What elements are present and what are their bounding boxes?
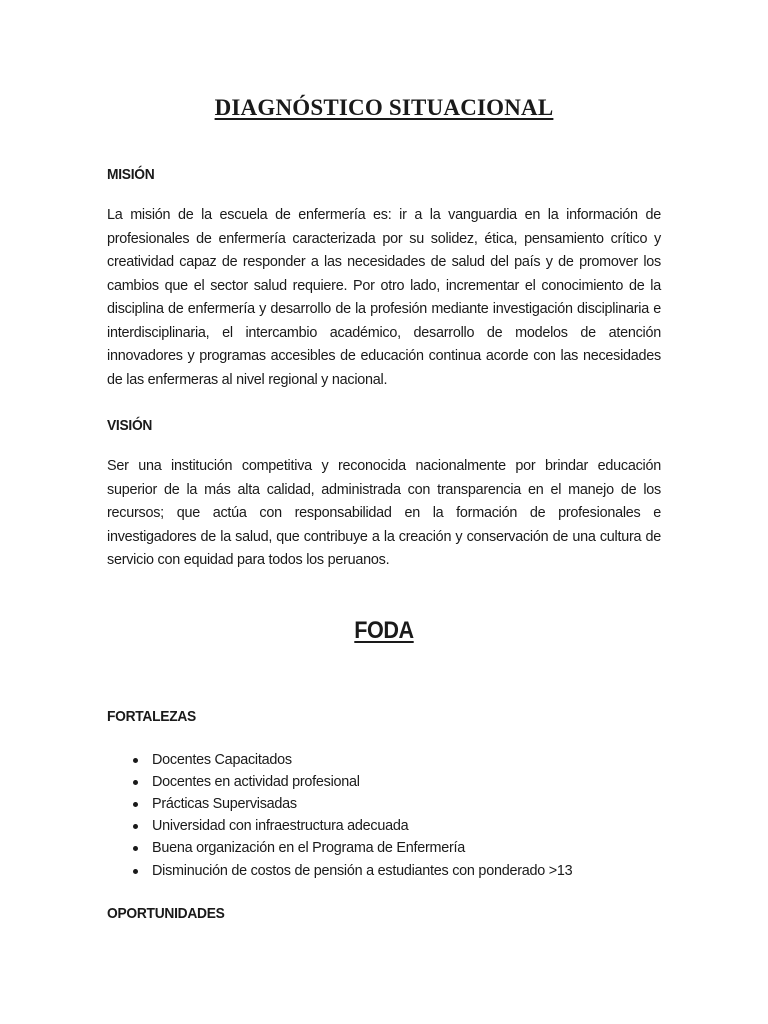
list-item bbox=[107, 860, 661, 882]
list-item bbox=[107, 815, 661, 837]
bullet-icon bbox=[133, 846, 138, 851]
list-item bbox=[107, 771, 661, 793]
vision-heading: VISIÓN bbox=[107, 417, 153, 434]
bullet-icon bbox=[133, 824, 138, 829]
fortalezas-heading: FORTALEZAS bbox=[107, 707, 196, 725]
list-item-text: Disminución de costos de pensión a estudiantes con ponderado >13 bbox=[152, 862, 573, 879]
list-item-text: Docentes Capacitados bbox=[152, 751, 292, 768]
list-item-text: Prácticas Supervisadas bbox=[152, 795, 297, 812]
document-title: DIAGNÓSTICO SITUACIONAL bbox=[214, 95, 554, 120]
mision-paragraph: La misión de la escuela de enfermería es: ir a la vanguardia en la información de profesionales de enfermería caracterizada por su solidez, ética, pensamiento crítico y creatividad capaz de responder a las necesidades de salud del país y de promover los cambios que el sector salud requiere. Por otro lado, incrementar el conocimiento de la disciplina de enfermería y desarrollo de la profesión mediante investigación disciplinaria e interdisciplinaria, el intercambio académico, desarrollo de modelos de atención innovadores y programas accesibles de educación continua acorde con las necesidades de las enfermeras al nivel regional y nacional. bbox=[107, 207, 661, 388]
bullet-icon bbox=[133, 780, 138, 785]
list-item bbox=[107, 749, 661, 771]
bullet-icon bbox=[133, 869, 138, 874]
list-item bbox=[107, 793, 661, 815]
foda-title: FODA bbox=[354, 616, 414, 644]
list-item-text: Docentes en actividad profesional bbox=[152, 773, 360, 790]
list-item-text: Universidad con infraestructura adecuada bbox=[152, 818, 409, 835]
bullet-icon bbox=[133, 802, 138, 807]
vision-paragraph: Ser una institución competitiva y reconocida nacionalmente por brindar educación superior de la más alta calidad, administrada con transparencia en el manejo de los recursos; que actúa con responsabilidad en la formación de profesionales e investigadores de la salud, que contribuye a la creación y conservación de una cultura de servicio con equidad para todos los peruanos. bbox=[107, 458, 661, 568]
list-item bbox=[107, 837, 661, 859]
list-item-text: Buena organización en el Programa de Enfermería bbox=[152, 840, 466, 857]
fortalezas-list bbox=[107, 749, 661, 882]
mision-heading: MISIÓN bbox=[107, 166, 155, 183]
oportunidades-heading: OPORTUNIDADES bbox=[107, 904, 225, 922]
bullet-icon bbox=[133, 758, 138, 763]
